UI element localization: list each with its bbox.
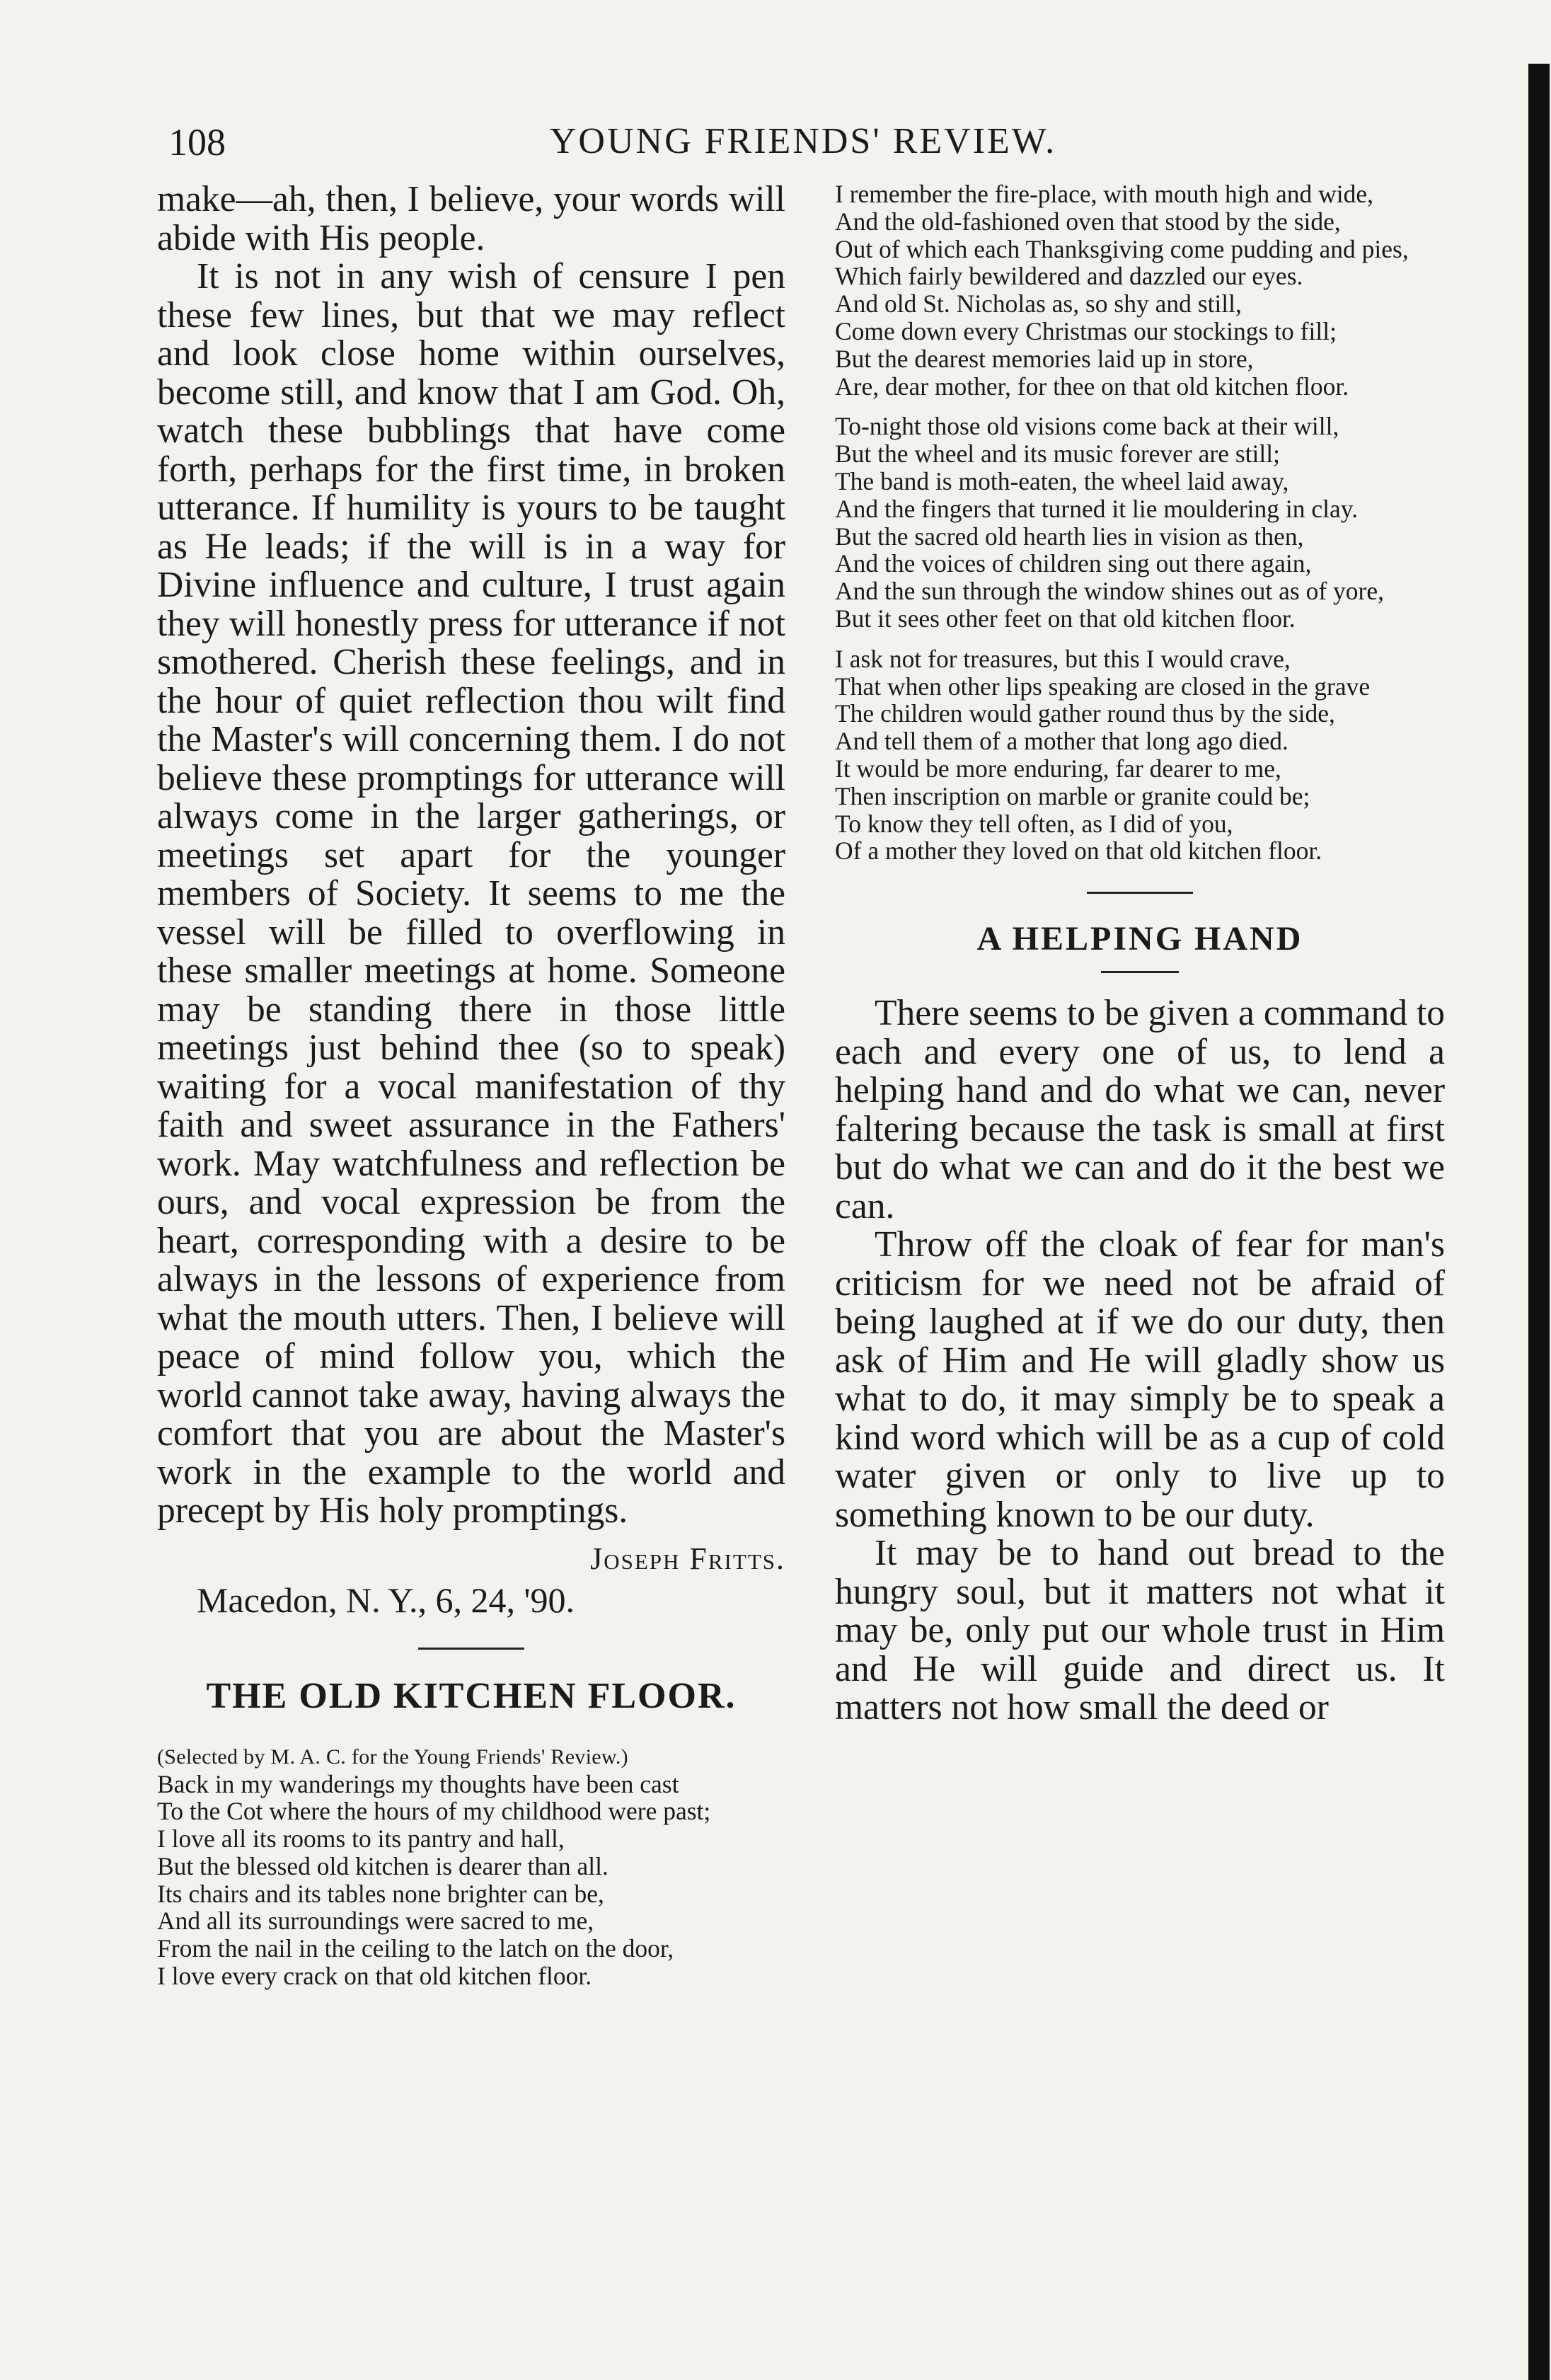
right-column	[835, 180, 1445, 1727]
poem-line: And old St. Nicholas as, so shy and still,	[835, 289, 1242, 318]
poem-line: But it sees other feet on that old kitchen floor.	[835, 604, 1296, 633]
poem-line: The children would gather round thus by the side,	[835, 699, 1335, 728]
poem-stanza	[835, 413, 1445, 632]
poem-line: And the sun through the window shines out as of yore,	[835, 577, 1384, 606]
poem-line: But the dearest memories laid up in store,	[835, 344, 1254, 373]
paragraph: Throw off the cloak of fear for man's criticism for we need not be afraid of being laughed at if we do our duty, then ask of Him and He will gladly show us what to do, it may simply be to speak a kind word which will be as a cup of cold water given or only to live up to something known to be our duty.	[835, 1224, 1445, 1535]
running-title: YOUNG FRIENDS' REVIEW.	[549, 121, 1057, 161]
poem-line: To know they tell often, as I did of you,	[835, 809, 1233, 838]
poem-line: And the fingers that turned it lie mouldering in clay.	[835, 494, 1359, 523]
poem-line: Are, dear mother, for thee on that old kitchen floor.	[835, 372, 1349, 401]
place-date: Macedon, N. Y., 6, 24, '90.	[197, 1580, 575, 1620]
poem-line: I love every crack on that old kitchen floor.	[157, 1962, 592, 1991]
poem-line: Which fairly bewildered and dazzled our eyes.	[835, 262, 1303, 291]
section-divider	[1087, 892, 1193, 894]
poem-line: That when other lips speaking are closed in the grave	[835, 672, 1371, 701]
poem-line: And the voices of children sing out there again,	[835, 549, 1312, 578]
poem-credit: (Selected by M. A. C. for the Young Friends' Review.)	[157, 1744, 628, 1769]
paragraph: It may be to hand out bread to the hungry soul, but it matters not what it may be, only put our whole trust in Him and He will guide and direct us. It matters not how small the deed or	[835, 1533, 1445, 1728]
author-signature: Joseph Fritts.	[590, 1541, 785, 1576]
poem-line: From the nail in the ceiling to the latch on the door,	[157, 1934, 674, 1963]
poem-line: To the Cot where the hours of my childhood were past;	[157, 1797, 711, 1826]
poem-line: And the old-fashioned oven that stood by the side,	[835, 207, 1341, 236]
paragraph: There seems to be given a command to each and every one of us, to lend a helping hand and do what we can, never faltering because the task is small at first but do what we can and do it the best we can.	[835, 993, 1445, 1226]
poem-line: Come down every Christmas our stockings to fill;	[835, 316, 1337, 345]
poem-line: I love all its rooms to its pantry and hall,	[157, 1824, 565, 1853]
poem-line: And tell them of a mother that long ago died.	[835, 727, 1288, 756]
page-number: 108	[168, 121, 226, 163]
poem-line: But the blessed old kitchen is dearer than all.	[157, 1851, 609, 1880]
poem-stanza	[835, 180, 1445, 400]
left-column	[157, 180, 785, 2003]
poem-line: Out of which each Thanksgiving come pudding and pies,	[835, 234, 1409, 263]
poem-line: And all its surroundings were sacred to me,	[157, 1907, 594, 1936]
section-title: A HELPING HAND	[976, 920, 1303, 958]
poem-line: Its chairs and its tables none brighter can be,	[157, 1879, 604, 1908]
title-underline	[1101, 971, 1179, 973]
scan-edge-shadow	[1528, 64, 1550, 2380]
poem-line: Back in my wanderings my thoughts have been cast	[157, 1769, 679, 1798]
poem-line: Of a mother they loved on that old kitchen floor.	[835, 837, 1322, 866]
poem-line: The band is moth-eaten, the wheel laid away,	[835, 466, 1289, 495]
poem-line: But the sacred old hearth lies in vision as then,	[835, 522, 1304, 551]
poem-stanza	[835, 645, 1445, 865]
poem-title: THE OLD KITCHEN FLOOR.	[206, 1675, 737, 1716]
poem-line: To-night those old visions come back at their will,	[835, 412, 1339, 441]
poem-stanza	[157, 1771, 785, 1990]
paragraph: It is not in any wish of censure I pen these few lines, but that we may reflect and look close home within ourselves, become still, and know that I am God. Oh, watch these bubblings that have come forth, perhaps for the first time, in broken utterance. If humility is yours to be taught as He leads; if the will is in a way for Divine influence and culture, I trust again they will honestly press for utterance if not smothered. Cherish these feelings, and in the hour of quiet reflection thou wilt find the Master's will concerning them. I do not believe these promptings for utterance will always come in the larger gatherings, or meetings set apart for the younger members of Society. It seems to me the vessel will be filled to overflowing in these smaller meetings at home. Someone may be standing there in those little meetings just behind thee (so to speak) waiting for a vocal manifestation of thy faith and sweet assurance in the Fathers' work. May watchfulness and reflection be ours, and vocal expression be from the heart, corresponding with a desire to be always in the lessons of experience from what the mouth utters. Then, I believe will peace of mind follow you, which the world cannot take away, having always the comfort that you are about the Master's work in the example to the world and precept by His holy promptings.	[157, 256, 785, 1531]
paragraph-continued: make—ah, then, I believe, your words will abide with His people.	[157, 179, 785, 258]
poem-line: But the wheel and its music forever are still;	[835, 439, 1280, 468]
poem-line: It would be more enduring, far dearer to me,	[835, 754, 1281, 783]
page-header	[156, 120, 1451, 170]
poem-line: Then inscription on marble or granite could be;	[835, 781, 1310, 810]
section-divider	[418, 1648, 524, 1650]
poem-line: I remember the fire-place, with mouth high and wide,	[835, 180, 1374, 208]
poem-line: I ask not for treasures, but this I would crave,	[835, 644, 1291, 673]
